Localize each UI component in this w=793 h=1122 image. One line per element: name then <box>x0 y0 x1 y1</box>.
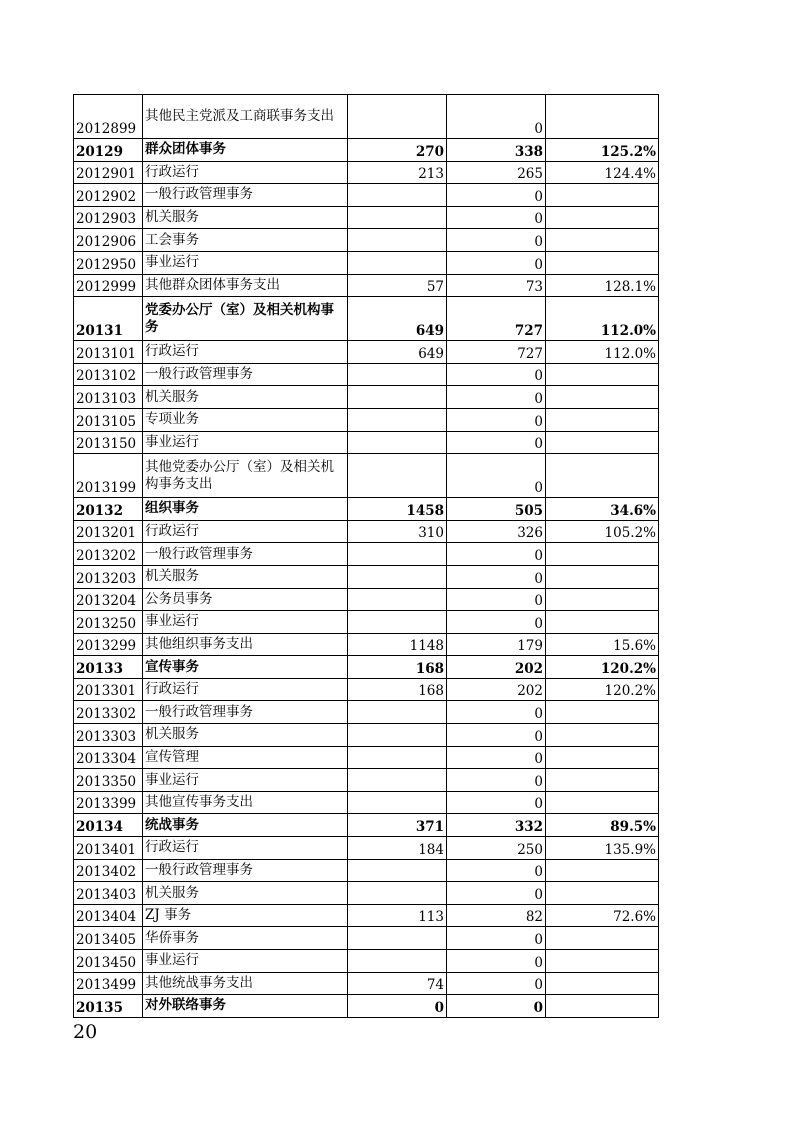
value-cell-a <box>348 611 447 634</box>
name-cell: 行政运行 <box>143 341 348 364</box>
value-cell-a <box>348 859 447 882</box>
name-cell: 其他民主党派及工商联事务支出 <box>143 95 348 139</box>
value-cell-b: 0 <box>447 950 546 973</box>
name-cell: 对外联络事务 <box>143 995 348 1018</box>
name-cell: 机关服务 <box>143 882 348 905</box>
value-cell-b: 73 <box>447 274 546 297</box>
code-cell: 2013101 <box>74 341 143 364</box>
table-row <box>74 251 659 274</box>
percent-cell: 128.1% <box>546 274 659 297</box>
name-cell: 党委办公厅（室）及相关机构事务 <box>143 297 348 341</box>
value-cell-a: 371 <box>348 814 447 837</box>
table-row <box>74 408 659 431</box>
table-row <box>74 229 659 252</box>
name-cell: 宣传管理 <box>143 746 348 769</box>
name-cell: 群众团体事务 <box>143 139 348 162</box>
code-cell: 2013399 <box>74 791 143 814</box>
value-cell-b: 332 <box>447 814 546 837</box>
name-cell: 机关服务 <box>143 206 348 229</box>
value-cell-a: 1148 <box>348 633 447 656</box>
value-cell-b: 0 <box>447 995 546 1018</box>
code-cell: 2013401 <box>74 837 143 860</box>
name-cell: 其他群众团体事务支出 <box>143 274 348 297</box>
value-cell-a <box>348 565 447 588</box>
name-cell: 其他组织事务支出 <box>143 633 348 656</box>
percent-cell: 112.0% <box>546 341 659 364</box>
value-cell-b: 0 <box>447 746 546 769</box>
name-cell: 公务员事务 <box>143 588 348 611</box>
value-cell-b: 0 <box>447 791 546 814</box>
table-row <box>74 454 659 498</box>
code-cell: 2013250 <box>74 611 143 634</box>
code-cell: 2012999 <box>74 274 143 297</box>
percent-cell <box>546 972 659 995</box>
table-row <box>74 656 659 679</box>
percent-cell <box>546 431 659 454</box>
value-cell-b: 0 <box>447 251 546 274</box>
value-cell-a <box>348 882 447 905</box>
table-row <box>74 724 659 747</box>
value-cell-b: 326 <box>447 520 546 543</box>
percent-cell: 105.2% <box>546 520 659 543</box>
value-cell-b: 0 <box>447 184 546 207</box>
table-row <box>74 633 659 656</box>
value-cell-b: 0 <box>447 363 546 386</box>
code-cell: 2012902 <box>74 184 143 207</box>
value-cell-a: 168 <box>348 656 447 679</box>
table-row <box>74 274 659 297</box>
table-row <box>74 791 659 814</box>
value-cell-b: 0 <box>447 454 546 498</box>
table-row <box>74 678 659 701</box>
code-cell: 2013302 <box>74 701 143 724</box>
value-cell-b: 250 <box>447 837 546 860</box>
value-cell-a: 1458 <box>348 498 447 521</box>
table-row <box>74 543 659 566</box>
code-cell: 2013102 <box>74 363 143 386</box>
value-cell-a <box>348 206 447 229</box>
percent-cell <box>546 565 659 588</box>
percent-cell <box>546 791 659 814</box>
table-row <box>74 882 659 905</box>
percent-cell: 124.4% <box>546 161 659 184</box>
percent-cell <box>546 588 659 611</box>
table-row <box>74 904 659 927</box>
name-cell: 其他统战事务支出 <box>143 972 348 995</box>
budget-table <box>73 94 659 1018</box>
table-row <box>74 950 659 973</box>
code-cell: 2013350 <box>74 769 143 792</box>
value-cell-b: 727 <box>447 341 546 364</box>
value-cell-a <box>348 701 447 724</box>
name-cell: 一般行政管理事务 <box>143 363 348 386</box>
value-cell-a: 74 <box>348 972 447 995</box>
name-cell: 行政运行 <box>143 837 348 860</box>
value-cell-a <box>348 950 447 973</box>
value-cell-a: 184 <box>348 837 447 860</box>
name-cell: 行政运行 <box>143 678 348 701</box>
name-cell: 行政运行 <box>143 520 348 543</box>
page-number: 20 <box>73 1021 98 1043</box>
percent-cell <box>546 543 659 566</box>
table-row <box>74 184 659 207</box>
value-cell-b: 338 <box>447 139 546 162</box>
code-cell: 2013403 <box>74 882 143 905</box>
table-row <box>74 746 659 769</box>
table-row <box>74 139 659 162</box>
value-cell-b: 179 <box>447 633 546 656</box>
name-cell: 其他宣传事务支出 <box>143 791 348 814</box>
name-cell: 事业运行 <box>143 611 348 634</box>
percent-cell: 34.6% <box>546 498 659 521</box>
name-cell: 事业运行 <box>143 251 348 274</box>
code-cell: 2012901 <box>74 161 143 184</box>
value-cell-b: 0 <box>447 611 546 634</box>
value-cell-a: 213 <box>348 161 447 184</box>
percent-cell <box>546 927 659 950</box>
value-cell-a <box>348 95 447 139</box>
percent-cell <box>546 611 659 634</box>
code-cell: 2013499 <box>74 972 143 995</box>
percent-cell: 112.0% <box>546 297 659 341</box>
value-cell-a: 310 <box>348 520 447 543</box>
name-cell: 一般行政管理事务 <box>143 184 348 207</box>
value-cell-a <box>348 454 447 498</box>
value-cell-b: 0 <box>447 588 546 611</box>
table-row <box>74 814 659 837</box>
percent-cell <box>546 386 659 409</box>
name-cell: 工会事务 <box>143 229 348 252</box>
code-cell: 2013199 <box>74 454 143 498</box>
code-cell: 2013301 <box>74 678 143 701</box>
percent-cell <box>546 363 659 386</box>
value-cell-b: 202 <box>447 656 546 679</box>
code-cell: 2012906 <box>74 229 143 252</box>
value-cell-a <box>348 184 447 207</box>
name-cell: 事业运行 <box>143 769 348 792</box>
percent-cell <box>546 206 659 229</box>
code-cell: 20135 <box>74 995 143 1018</box>
table-row <box>74 498 659 521</box>
name-cell: 一般行政管理事务 <box>143 859 348 882</box>
percent-cell <box>546 229 659 252</box>
code-cell: 2012950 <box>74 251 143 274</box>
code-cell: 2013103 <box>74 386 143 409</box>
code-cell: 20132 <box>74 498 143 521</box>
value-cell-b: 0 <box>447 408 546 431</box>
percent-cell <box>546 701 659 724</box>
value-cell-a <box>348 543 447 566</box>
code-cell: 2012899 <box>74 95 143 139</box>
value-cell-b: 0 <box>447 769 546 792</box>
table-row <box>74 386 659 409</box>
code-cell: 2013201 <box>74 520 143 543</box>
name-cell: 事业运行 <box>143 950 348 973</box>
percent-cell: 125.2% <box>546 139 659 162</box>
table-row <box>74 995 659 1018</box>
percent-cell: 72.6% <box>546 904 659 927</box>
value-cell-b: 0 <box>447 206 546 229</box>
code-cell: 2013402 <box>74 859 143 882</box>
code-cell: 20131 <box>74 297 143 341</box>
name-cell: 一般行政管理事务 <box>143 701 348 724</box>
name-cell: 宣传事务 <box>143 656 348 679</box>
percent-cell: 120.2% <box>546 678 659 701</box>
value-cell-a <box>348 251 447 274</box>
code-cell: 2013404 <box>74 904 143 927</box>
table-row <box>74 972 659 995</box>
table-row <box>74 927 659 950</box>
table-row <box>74 297 659 341</box>
percent-cell: 89.5% <box>546 814 659 837</box>
percent-cell <box>546 746 659 769</box>
value-cell-b: 0 <box>447 95 546 139</box>
value-cell-b: 0 <box>447 431 546 454</box>
value-cell-a <box>348 746 447 769</box>
name-cell: 事业运行 <box>143 431 348 454</box>
value-cell-b: 727 <box>447 297 546 341</box>
table-row <box>74 363 659 386</box>
value-cell-b: 265 <box>447 161 546 184</box>
percent-cell <box>546 251 659 274</box>
name-cell: 机关服务 <box>143 724 348 747</box>
table-row <box>74 95 659 139</box>
value-cell-b: 0 <box>447 859 546 882</box>
table-row <box>74 341 659 364</box>
value-cell-a: 168 <box>348 678 447 701</box>
value-cell-a: 57 <box>348 274 447 297</box>
value-cell-a <box>348 363 447 386</box>
value-cell-b: 0 <box>447 972 546 995</box>
value-cell-b: 0 <box>447 565 546 588</box>
value-cell-a: 270 <box>348 139 447 162</box>
value-cell-a <box>348 408 447 431</box>
table-row <box>74 206 659 229</box>
name-cell: 一般行政管理事务 <box>143 543 348 566</box>
code-cell: 2013304 <box>74 746 143 769</box>
percent-cell <box>546 724 659 747</box>
code-cell: 2013203 <box>74 565 143 588</box>
name-cell: 专项业务 <box>143 408 348 431</box>
value-cell-b: 0 <box>447 882 546 905</box>
value-cell-b: 0 <box>447 701 546 724</box>
table-row <box>74 859 659 882</box>
value-cell-b: 505 <box>447 498 546 521</box>
code-cell: 20129 <box>74 139 143 162</box>
value-cell-a <box>348 769 447 792</box>
value-cell-b: 0 <box>447 724 546 747</box>
table-row <box>74 769 659 792</box>
value-cell-a: 113 <box>348 904 447 927</box>
name-cell: ZJ 事务 <box>143 904 348 927</box>
table-row <box>74 565 659 588</box>
code-cell: 2012903 <box>74 206 143 229</box>
table-row <box>74 161 659 184</box>
percent-cell <box>546 995 659 1018</box>
value-cell-a <box>348 431 447 454</box>
code-cell: 2013303 <box>74 724 143 747</box>
value-cell-b: 0 <box>447 229 546 252</box>
name-cell: 组织事务 <box>143 498 348 521</box>
percent-cell: 15.6% <box>546 633 659 656</box>
percent-cell <box>546 859 659 882</box>
name-cell: 统战事务 <box>143 814 348 837</box>
table-row <box>74 431 659 454</box>
code-cell: 2013204 <box>74 588 143 611</box>
code-cell: 2013202 <box>74 543 143 566</box>
value-cell-b: 0 <box>447 927 546 950</box>
value-cell-b: 0 <box>447 543 546 566</box>
code-cell: 2013299 <box>74 633 143 656</box>
percent-cell <box>546 882 659 905</box>
percent-cell <box>546 950 659 973</box>
table-row <box>74 611 659 634</box>
value-cell-a <box>348 229 447 252</box>
code-cell: 2013105 <box>74 408 143 431</box>
percent-cell: 135.9% <box>546 837 659 860</box>
code-cell: 20134 <box>74 814 143 837</box>
value-cell-a <box>348 386 447 409</box>
percent-cell <box>546 769 659 792</box>
name-cell: 行政运行 <box>143 161 348 184</box>
table-row <box>74 837 659 860</box>
table-row <box>74 520 659 543</box>
value-cell-a <box>348 588 447 611</box>
percent-cell <box>546 95 659 139</box>
code-cell: 2013450 <box>74 950 143 973</box>
name-cell: 机关服务 <box>143 565 348 588</box>
code-cell: 2013405 <box>74 927 143 950</box>
name-cell: 其他党委办公厅（室）及相关机构事务支出 <box>143 454 348 498</box>
value-cell-a: 0 <box>348 995 447 1018</box>
code-cell: 2013150 <box>74 431 143 454</box>
percent-cell <box>546 408 659 431</box>
value-cell-b: 82 <box>447 904 546 927</box>
code-cell: 20133 <box>74 656 143 679</box>
value-cell-a <box>348 927 447 950</box>
name-cell: 华侨事务 <box>143 927 348 950</box>
value-cell-b: 202 <box>447 678 546 701</box>
value-cell-a: 649 <box>348 297 447 341</box>
value-cell-b: 0 <box>447 386 546 409</box>
table-row <box>74 588 659 611</box>
percent-cell <box>546 184 659 207</box>
budget-table-body <box>74 95 659 1018</box>
value-cell-a: 649 <box>348 341 447 364</box>
name-cell: 机关服务 <box>143 386 348 409</box>
percent-cell <box>546 454 659 498</box>
percent-cell: 120.2% <box>546 656 659 679</box>
table-row <box>74 701 659 724</box>
value-cell-a <box>348 724 447 747</box>
value-cell-a <box>348 791 447 814</box>
